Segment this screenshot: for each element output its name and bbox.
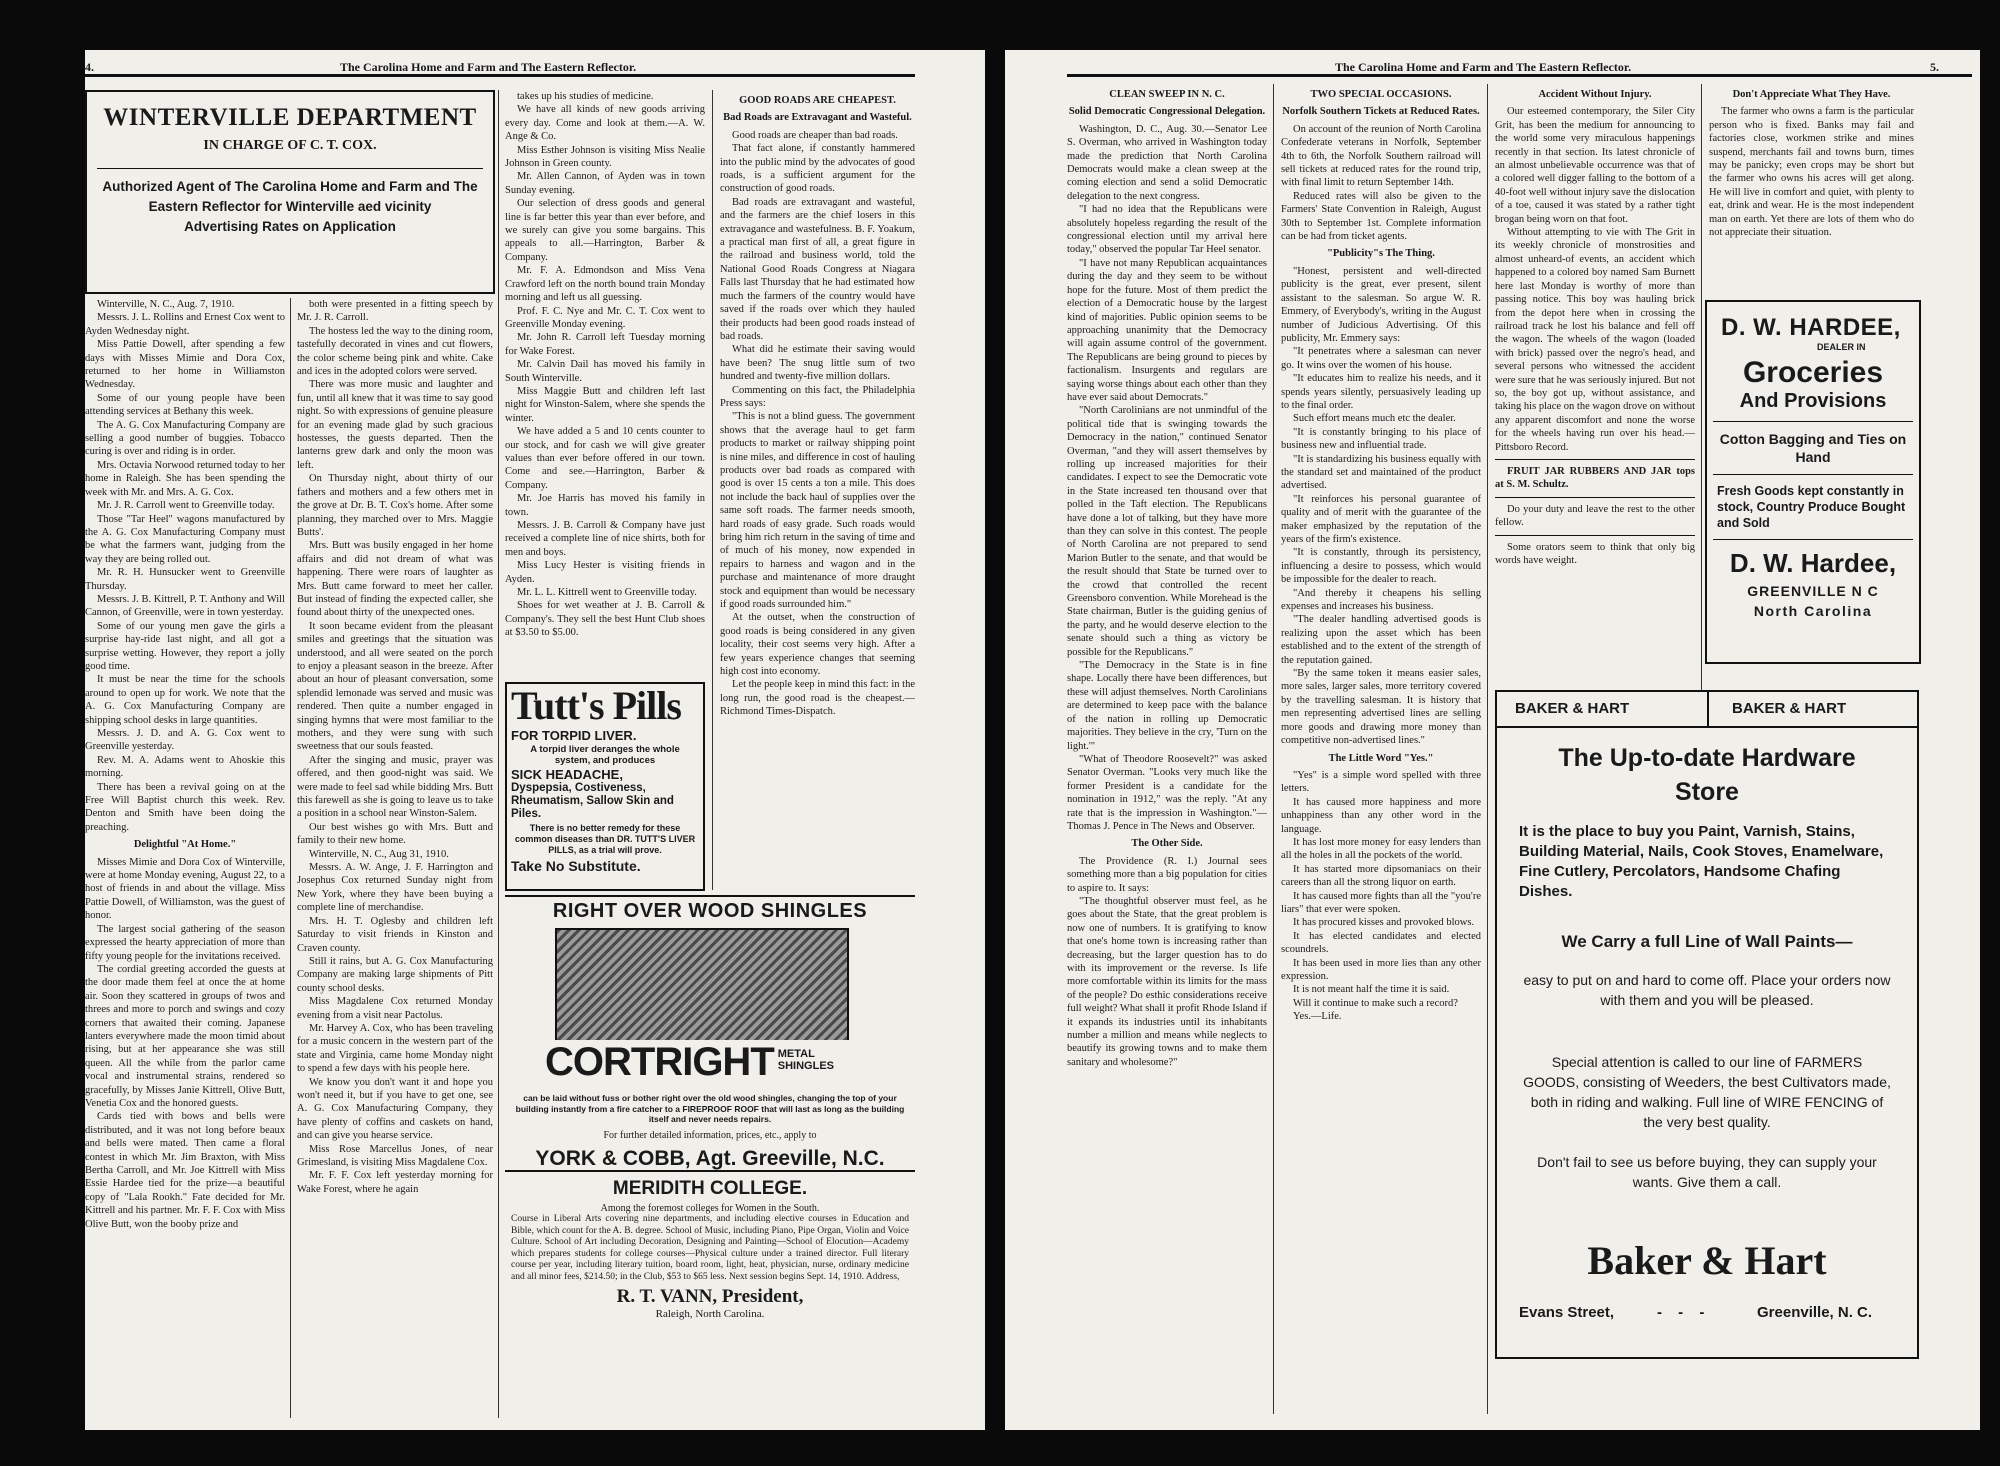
winterville-title: WINTERVILLE DEPARTMENT [103,104,477,131]
news-paragraph: Will it continue to make such a record? [1293,997,1458,1009]
clean-sweep-article [1067,84,1267,1414]
baker-hart-brand: Baker & Hart [1587,1238,1827,1283]
left-page [85,50,985,1430]
accident-article [1495,84,1695,704]
header-rule [85,74,915,77]
fruit-jar-notice: FRUIT JAR RUBBERS AND JAR tops at S. M. Schultz. [1495,465,1695,491]
baker-hart-header-right: BAKER & HART [1732,700,1847,717]
baker-hart-title-2: Store [1675,778,1739,806]
tutts-line3: SICK HEADACHE, [511,767,623,782]
hardee-name-2: D. W. Hardee, [1729,548,1897,578]
winterville-agent-line: Authorized Agent of The Carolina Home and Farm and The Eastern Reflector for Winterville aed vicinity [102,179,478,214]
tutts-title: Tutt's Pills [511,683,681,728]
column-divider [1273,84,1274,1414]
news-paragraph: The farmer who owns a farm is the particular person who is fixed. Banks may fail and factories close, workmen strike and mines suspend, merchants fail and towns burn, times may be panicky; even crops may be short but the farmer who owns his acres will get along. He will live in comfort and quiet, with plenty to eat, drink and wear. He is the most independent man on earth. Yet there are lots of them who do not appreciate their situation. [1709,106,1914,239]
meredith-place: Raleigh, North Carolina. [655,1308,765,1320]
cortright-brand-block [545,1040,875,1088]
news-paragraph: "It educates him to realize his needs, and it spends years silently, persuasively leading up to the final order. [1281,373,1481,411]
news-paragraph: Prof. F. C. Nye and Mr. C. T. Cox went to Greenville Monday evening. [505,305,705,330]
cortright-headline: RIGHT OVER WOOD SHINGLES [552,900,868,922]
news-paragraph: Mr. Allen Cannon, of Ayden was in town Sunday evening. [505,171,705,196]
news-paragraph: Without attempting to vie with The Grit in its weekly chronicle of monstrosities and almost unheard-of events, an accident which happened to a colored boy named Sam Burnett here last Monday is worthy of more than passing notice. This boy was hauling brick from the depot here when in crossing the railroad track he lost his balance and fell off the wagon. The wheels of the wagon (loaded with brick) passed over the negro's head, and several persons who witnessed the accident were sure that he was seriously injured. But not so, the boy got up, without assistance, and taking his place on the wagon drove on without any apparent discomfort and none the worse for the wheels having run over his head.—Pittsboro Record. [1495,227,1695,453]
article-title: CLEAN SWEEP IN N. C. [1109,89,1225,100]
baker-hart-dont-fail: Don't fail to see us before buying, they can supply your wants. Give them a call. [1537,1154,1877,1190]
column-divider [712,90,713,890]
news-paragraph: Mr. F. F. Cox left yesterday morning for Wake Forest, where he again [297,1170,493,1195]
news-paragraph: It has procured kisses and provoked blows. [1293,917,1475,929]
news-paragraph: "It penetrates where a salesman can never go. It wins over the women of his house. [1281,346,1481,371]
meredith-college-ad [505,1178,915,1423]
two-special-occasions-article [1281,84,1481,1414]
hardee-city: GREENVILLE N C [1747,583,1879,599]
news-paragraph: Some orators seem to think that only big words have weight. [1495,541,1695,566]
news-paragraph: "The thoughtful observer must feel, as he goes about the State, that the great problem is now one of numbers. It is gratifying to know that one's home town is increasing rather than decreasing, but the larger question has to do with its improvement or the reverse. Is life more comfortable within its limits for the mass of the people? Do esthic considerations receive full weight? What shall it profit Rhode Island if it expands its industries until its inhabitants number a million and means while neglects to beautify its growing towns and to make them sanitary and wholesome?" [1067,895,1267,1068]
section-heading: Delightful "At Home." [133,839,237,851]
article-title: TWO SPECIAL OCCASIONS. [1310,89,1452,100]
news-paragraph: That fact alone, if constantly hammered into the public mind by the advocates of good roads, is a sufficient argument for the construction of good roads. [720,143,915,195]
news-paragraph: Miss Magdalene Cox returned Monday evening from a visit near Pactolus. [297,996,493,1021]
news-paragraph: "The dealer handling advertised goods is realizing upon the asset which has been established and to the extent of the strength of the reputation gained. [1281,614,1481,666]
news-paragraph: Mr. John R. Carroll left Tuesday morning for Wake Forest. [505,332,705,357]
winterville-column-2 [297,298,493,1418]
news-paragraph: It has caused more happiness and more unhappiness than any other word in the language. [1281,796,1481,835]
news-paragraph: There was more music and laughter and fun, until all knew that it was time to say good night. So with expressions of genuine pleasure for an evening made glad by such gracious hostesses, the guests departed. Then the lanterns grew dark and only the moon was left. [297,379,493,471]
news-paragraph: Cards tied with bows and bells were distributed, and it was not long before beaux and bells were mated. Then came a floral contest in which Mr. Jim Braxton, with Miss Bertha Carroll, and Mr. Joe Kittrell with Miss Essie Hardee tied for the prize—a beautiful copy of "Lala Rookh." Fate decided for Mr. Kittrell and his partner. Mr. F. F. Cox with Miss Olive Butt, won the booby prize and [85,1111,285,1230]
news-paragraph: "Yes" is a simple word spelled with three letters. [1281,769,1481,795]
news-paragraph: We know you don't want it and hope you won't need it, but if you have to get one, see A. G. Cox Manufacturing Company, they have plenty of coffins and caskets on hand, and can give you hearse service. [297,1076,493,1142]
ad-rule [505,895,915,897]
good-roads-article [720,90,915,890]
cortright-brand-suffix: METAL SHINGLES [777,1048,834,1072]
tutts-line5: There is no better remedy for these common diseases than DR. TUTT'S LIVER PILLS, as a trial will prove. [514,823,696,855]
hardee-dealer-in: DEALER IN [1817,342,1866,352]
running-title: The Carolina Home and Farm and The Eastern Reflector. [1335,60,1632,74]
news-paragraph: Messrs. A. W. Ange, J. F. Harrington and Josephus Cox returned Sunday night from New York, where they have been buying a complete line of merchandise. [297,862,493,914]
news-paragraph: We have added a 5 and 10 cents counter to our stock, and for cash we will give greater values than ever before offered in our town. Come and see.—Harrington, Barber & Company. [505,426,705,491]
news-paragraph: What did he estimate their saving would have been? The snug little sum of two hundred and twenty-five million dollars. [720,344,915,383]
news-paragraph: It has been used in more lies than any other expression. [1281,957,1481,982]
news-paragraph: The hostess led the way to the dining room, tastefully decorated in vines and cut flowers, the color scheme being pink and white. Cake and ices in the adopted colors were served. [297,325,493,378]
news-paragraph: Commenting on this fact, the Philadelphia Press says: [720,384,915,409]
news-paragraph: Mr. J. R. Carroll went to Greenville today. [97,500,275,512]
article-subtitle: Solid Democratic Congressional Delegation. [1068,106,1266,118]
baker-hart-dashes: - - - [1657,1304,1711,1321]
news-paragraph: After the singing and music, prayer was offered, and then good-night was said. We were made to feel sad while bidding Mrs. Butt this farewell as she is going to leave us to take a position in a school near Winston-Salem. [297,754,493,820]
news-paragraph: "By the same token it means easier sales, more sales, larger sales, more territory covered by the travelling salesman. It is history that men representing advertised lines are selling more goods and drawing more money than competitive non-advertised lines." [1281,668,1481,747]
column-divider [498,90,499,1418]
article-subtitle: Bad Roads are Extravagant and Wasteful. [723,112,912,124]
article-title: Accident Without Injury. [1538,89,1652,100]
news-paragraph: The Providence (R. I.) Journal sees something more than a big population for cities to aspire to. It says: [1067,855,1267,894]
news-paragraph: Our best wishes go with Mrs. Butt and family to their new home. [297,821,493,847]
news-paragraph: Messrs. J. B. Kittrell, P. T. Anthony and Will Cannon, of Greenville, were in town yesterday. [85,593,285,619]
news-paragraph: Miss Rose Marcellus Jones, of near Grimesland, is visiting Miss Magdalene Cox. [297,1143,493,1168]
cortright-brand: CORTRIGHT [545,1040,774,1084]
news-paragraph: It has caused more fights than all the "you're liars" that ever were spoken. [1281,890,1481,915]
news-paragraph: Those "Tar Heel" wagons manufactured by the A. G. Cox Manufacturing Company must be what the farmers want, judging from the way they are being rolled out. [85,513,285,565]
news-paragraph: Still it rains, but A. G. Cox Manufacturing Company are making large shipments of Pitt county school desks. [297,955,493,994]
news-paragraph: both were presented in a fitting speech by Mr. J. R. Carroll. [297,299,493,324]
ad-rule [505,1170,915,1172]
news-paragraph: Mr. F. A. Edmondson and Miss Vena Crawford left on the north bound train Monday morning and left us all guessing. [505,265,705,304]
news-paragraph: "What of Theodore Roosevelt?" was asked Senator Overman. "Looks very much like the former President is a candidate for the nomination in 1912," was the reply. "At any rate that is the impression in Washington."—Thomas J. Pence in The News and Observer. [1067,753,1267,832]
news-paragraph: "It is standardizing his business equally with the standard set and maintained of the product advertised. [1281,453,1481,492]
page-number: 5. [1930,60,1939,74]
news-paragraph: Reduced rates will also be given to the Farmers' State Convention in Raleigh, August 30th to September 1st. Complete information can be had from ticket agents. [1281,190,1481,243]
news-paragraph: Rev. M. A. Adams went to Ahoskie this morning. [85,754,285,780]
news-paragraph: It is not meant half the time it is said. [1293,984,1450,996]
tutts-line4: Dyspepsia, Costiveness, Rheumatism, Sallow Skin and Piles. [511,782,674,820]
news-paragraph: Good roads are cheaper than bad roads. [732,129,898,141]
hardee-fresh-goods: Fresh Goods kept constantly in stock, Country Produce Bought and Sold [1717,484,1906,530]
header-rule [1067,74,1972,77]
news-paragraph: Messrs. J. B. Carroll & Company have just received a complete line of nice shirts, both for men and boys. [505,520,705,558]
winterville-rates-line: Advertising Rates on Application [184,219,396,234]
news-paragraph: "And thereby it cheapens his selling expenses and increases his business. [1281,587,1481,613]
cortright-agent: YORK & COBB, Agt. Greeville, N.C. [535,1147,885,1170]
right-page [1005,50,1980,1430]
news-paragraph: "It reinforces his personal guarantee of quality and of merit with the guarantee of the maker emphasized by the reputation of the years of the firm's existence. [1281,493,1481,545]
hardee-provisions: And Provisions [1739,390,1887,412]
baker-hart-title-1: The Up-to-date Hardware [1558,744,1856,772]
news-paragraph: On Thursday night, about thirty of our fathers and mothers and a few others met in the grove at Dr. B. T. Cox's home. After some planning, they marched over to Mrs. Maggie Butts'. [297,473,493,538]
news-paragraph: Miss Pattie Dowell, after spending a few days with Misses Mimie and Dora Cox, returned to her home in Williamston Wednesday. [85,339,285,391]
news-paragraph: Our esteemed contemporary, the Siler City Grit, has been the medium for announcing to the world some very miraculous happenings recently in that section. Its latest chronicle of an almost unbelievable occurrence was that of a colored well digger falling to the bottom of a 40-foot well without injury save the dislocation of a toe, caused it was stated by a rather tight brogan being worn on that foot. [1495,106,1695,225]
news-paragraph: At the outset, when the construction of good roads is being considered in any given locality, their cost seems very high. After a few years experience changes that seeming high cost into economy. [720,612,915,678]
news-paragraph: We have all kinds of new goods arriving every day. Come and look at them.—A. W. Ange & Co. [505,104,705,143]
news-paragraph: "The Democracy in the State is in fine shape. Locally there have been differences, but these will adjust themselves. North Carolinians are determined to keep pace with the balance of the nation in rolling up Democratic majorities. They believe in the cry, 'Turn on the light.'" [1067,660,1267,752]
cortright-further: For further detailed information, prices, etc., apply to [603,1130,817,1141]
cortright-ad [505,900,915,1220]
baker-hart-wall-paints: We Carry a full Line of Wall Paints— [1561,932,1853,951]
news-paragraph: There has been a revival going on at the Free Will Baptist church this week. Rev. Denton and Smith have been doing the preaching. [85,781,285,833]
baker-hart-city: Greenville, N. C. [1757,1304,1873,1321]
news-paragraph: Mrs. H. T. Oglesby and children left Saturday to visit friends in Kinston and Craven county. [297,915,493,954]
news-paragraph: It soon became evident from the pleasant smiles and greetings that the situation was understood, and all were seated on the porch to enjoy a pleasant season in the breeze. After about an hour of pleasant conversation, some splendid lemonade was served and music was rendered. Then quite a number engaged in singing hymns that were most familiar to the mothers, and they were sung with such sweetness that our souls feasted. [297,620,493,753]
news-paragraph: Miss Maggie Butt and children left last night for Winston-Salem, where she spends the winter. [505,385,705,424]
tutts-line6: Take No Substitute. [511,858,641,874]
meredith-line1: Among the foremost colleges for Women in the South. [600,1203,820,1214]
news-paragraph: Winterville, N. C., Aug. 7, 1910. [97,299,235,310]
shingle-roof-illustration [555,928,849,1057]
news-paragraph: On account of the reunion of North Carolina Confederate veterans in Norfolk, September 4th to 6th, the Norfolk Southern railroad will sell tickets at reduced rates for the round trip, with final limit to return September 14th. [1281,123,1481,189]
baker-hart-easy: easy to put on and hard to come off. Place your orders now with them and you will be pleased. [1523,972,1891,1008]
news-paragraph: Mr. R. H. Hunsucker went to Greenville Thursday. [85,567,285,592]
baker-hart-hardware-ad [1495,690,1919,1359]
news-paragraph: Our selection of dress goods and general line is far better this year than ever before, and we surely can give you some bargains. This appeals to all.—Harrington, Barber & Company. [505,198,705,263]
news-paragraph: Such effort means much etc the dealer. [1293,413,1456,425]
news-paragraph: Do your duty and leave the rest to the other fellow. [1495,503,1695,529]
news-paragraph: Washington, D. C., Aug. 30.—Senator Lee S. Overman, who arrived in Washington today made the prediction that North Carolina Democrats would make a clean sweep at the coming election and send a solid Democratic delegation to the next congress. [1067,123,1267,202]
news-paragraph: Winterville, N. C., Aug 31, 1910. [309,848,449,860]
baker-hart-street: Evans Street, [1519,1304,1615,1321]
tutts-line2: A torpid liver deranges the whole system, and produces [530,744,680,766]
news-paragraph: It must be near the time for the schools around to open up for work. We note that the A. G. Cox Manufacturing Company are shipping school desks in large quantities. [85,674,285,726]
news-paragraph: "North Carolinians are not unmindful of the political tide that is swinging towards the Democracy in the nation," continued Senator Overman, "and they will assert themselves by rolling up increased majorities for their candidates. I expect to see the Democratic vote in the State increased ten thousand over that polled in the Taft election. The Republicans have done a lot of talking, but they have more than they can solve in this contest. The people of North Carolina are not prepared to send Marion Butler to the senate, and that would be the result should that State be turned over to the crowd that controlled the recent Greensboro convention. While Morehead is the State chairman, Butler is the guiding genius of the party, and he would deserve election to the senate should such a thing as victory be possible for the Republicans." [1067,405,1267,658]
winterville-column-1 [85,298,285,1418]
header-divider [1707,692,1709,726]
winterville-department-box [85,90,495,294]
section-heading: The Other Side. [1131,838,1203,850]
meredith-body: Course in Liberal Arts covering nine departments, and including elective courses in Education and Bible, which count for the A. B. degree. School of Music, including Piano, Pipe Organ, Violin and Voice Culture. School of Art including Decoration, Designing and Painting—School of Elocution—Academy which prepares students for college courses—Physical culture under a trained director. Full literary course per year, including literary tuition, board room, light, heat, physician, nurse, ordinary medicine and all minor fees, $214.50; in the Club, $53 to $65 less. Next session begins Sept. 14, 1910. Address, [511,1214,909,1282]
winterville-column-3 [505,90,705,730]
news-paragraph: Some of our young men gave the girls a surprise hay-ride last night, and all got a surprise wetting. However, they report a jolly good time. [85,620,285,672]
news-paragraph: Messrs. J. D. and A. G. Cox went to Greenville yesterday. [85,728,285,753]
news-paragraph: "Honest, persistent and well-directed publicity is the great, ever present, silent assistant to the salesman. So argue W. R. Emmery, of Everybody's, writing in the August number of Judicious Advertising. Of this publicity, Mr. Emmery says: [1281,265,1481,344]
page-number: 4. [85,60,94,74]
section-heading: "Publicity"s The Thing. [1327,248,1435,260]
news-paragraph: Mr. Joe Harris has moved his family in town. [505,493,705,518]
news-paragraph: Misses Mimie and Dora Cox of Winterville, were at home Monday evening, August 22, to a host of friends in and about the village. Miss Pattie Dowell, of Williamston, was the guest of honor. [85,856,285,922]
article-title: Don't Appreciate What They Have. [1732,89,1891,100]
news-paragraph: The cordial greeting accorded the guests at the door made them feel at once the at home air. Soon they scattered in groups of twos and threes and more to porch and swings and cozy corners that awaited their coming. Japanese lanters everywhere made the moon timid about rising, but at her appearance she was still queen. All the while from the parlor came vocal and instrumental strains, rendered so gracefully, by Misses Janie Kittrell, Olive Butt, Venetia Cox and the honored guests. [85,963,285,1109]
tutts-line1: FOR TORPID LIVER. [511,728,637,743]
news-paragraph: Some of our young people have been attending services at Bethany this week. [85,392,285,418]
baker-hart-header-left: BAKER & HART [1515,700,1630,717]
news-paragraph: "I have not many Republican acquaintances during the day and they seem to be without hope for the future. Most of them predict the election of a Democratic house by the largest kind of majorities. Public opinion seems to be approaching unanimity that the Democracy will again assume control of the government. The Republicans are being ground to pieces by factionalism. Insurgents and regulars are saying worse things about each other than they have ever said about Democrats." [1067,257,1267,403]
news-paragraph: Miss Esther Johnson is visiting Miss Nealie Johnson in Green county. [505,144,705,170]
column-divider [290,298,291,1418]
news-paragraph: Yes.—Life. [1293,1011,1342,1023]
news-paragraph: Let the people keep in mind this fact: in the long run, the good road is the cheapest.—Richmond Times-Dispatch. [720,679,915,718]
winterville-subtitle: IN CHARGE OF C. T. COX. [203,138,377,153]
news-paragraph: Mrs. Butt was busily engaged in her home affairs and did not dream of what was happening. There were roars of laughter as Mrs. Butt came forward to meet her caller. But instead of finding the expected caller, she found about thirty of the unexpected ones. [297,540,493,619]
column-divider [1487,84,1488,1414]
article-title: GOOD ROADS ARE CHEAPEST. [739,95,896,106]
news-paragraph: It has elected candidates and elected scoundrels. [1281,930,1481,956]
article-subtitle: Norfolk Southern Tickets at Reduced Rates. [1282,106,1480,118]
baker-hart-intro: It is the place to buy you Paint, Varnish, Stains, Building Material, Nails, Cook Stoves, Enamelware, Fine Cutlery, Percolators, Handsome Chafing Dishes. [1519,823,1884,900]
hardee-groceries-ad [1705,300,1921,664]
news-paragraph: Mr. Harvey A. Cox, who has been traveling for a music concern in the western part of the state and Virginia, came home Monday night to spend a few days with his people here. [297,1022,493,1075]
news-paragraph: Mr. L. L. Kittrell went to Greenville today. [517,587,697,599]
news-paragraph: It has lost more money for easy lenders than all the holes in all the pockets of the world. [1281,836,1481,862]
news-paragraph: "It is constantly, through its persistency, influencing a desire to possess, which would be impossible for the dealer to reach. [1281,547,1481,586]
news-paragraph: Shoes for wet weather at J. B. Carroll & Company's. They sell the best Hunt Club shoes at $3.50 to $5.00. [505,600,705,639]
news-paragraph: Mr. Calvin Dail has moved his family in South Winterville. [505,359,705,384]
news-paragraph: Bad roads are extravagant and wasteful, and the farmers are the chief losers in this extravagance and wastefulness. B. F. Yoakum, a practical man first of all, a great figure in the railroad and business world, told the National Good Roads Congress at Niagara Falls last Thursday that he had estimated how much the farmers of the country would have saved if the roads over which they hauled their products had been good roads instead of bad roads. [720,196,915,342]
baker-hart-header [1497,692,1917,728]
news-paragraph: Messrs. J. L. Rollins and Ernest Cox went to Ayden Wednesday night. [85,312,285,337]
news-paragraph: Mrs. Octavia Norwood returned today to her home in Raleigh. She has been spending the week with Mr. and Mrs. A. G. Cox. [85,459,285,498]
news-paragraph: "It is constantly bringing to his place of business new and influential trade. [1281,426,1481,452]
hardee-name: D. W. HARDEE, [1721,314,1901,341]
hardee-state: North Carolina [1753,603,1873,619]
meredith-president: R. T. VANN, President, [616,1286,804,1307]
cortright-body: can be laid without fuss or bother right over the old wood shingles, changing the top of your building instantly from a fire catcher to a FIREPROOF ROOF that will last as long as the building itself and never needs repairs. [515,1093,905,1124]
meredith-title: MERIDITH COLLEGE. [612,1178,808,1199]
running-title: The Carolina Home and Farm and The Eastern Reflector. [340,60,637,74]
column-divider [1701,84,1702,704]
hardee-cotton: Cotton Bagging and Ties on Hand [1719,431,1907,465]
section-heading: The Little Word "Yes." [1328,752,1434,764]
news-paragraph: The largest social gathering of the season expressed the hearty appreciation of more than fifty young people for the invitations received. [85,923,285,962]
news-paragraph: "I had no idea that the Republicans were absolutely hopeless regarding the result of the congressional election until my arrival here today," observed the popular Tar Heel senator. [1067,204,1267,256]
hardee-groceries: Groceries [1742,356,1884,389]
news-paragraph: It has started more dipsomaniacs on their careers than all the strong liquor on earth. [1281,863,1481,889]
news-paragraph: Miss Lucy Hester is visiting friends in Ayden. [505,560,705,585]
news-paragraph: takes up his studies of medicine. [517,91,654,102]
dont-appreciate-article [1709,84,1914,294]
tutts-pills-ad [505,682,705,891]
baker-hart-special: Special attention is called to our line of FARMERS GOODS, consisting of Weeders, the best Cultivators made, both in riding and walking. Full line of WIRE FENCING of the very best quality. [1523,1054,1891,1130]
news-paragraph: "This is not a blind guess. The government shows that the average haul to get farm products to market or railway shipping point is nine miles, and difference in cost of hauling products over bad roads as compared with good is over 15 cents a ton a mile. This does not include the back haul of supplies over the same soft roads. The farmer needs smooth, hard roads of easy grade. Such roads would bring him rich return in the saving of time and of much of his money, now expended in repairs to harness and wagon and in the purchase and maintenance of more draught stock and equipment than would be necessary if good roads surrounded him." [720,411,915,611]
news-paragraph: The A. G. Cox Manufacturing Company are selling a good number of buggies. Tobacco curing is over and riding is in order. [85,419,285,458]
